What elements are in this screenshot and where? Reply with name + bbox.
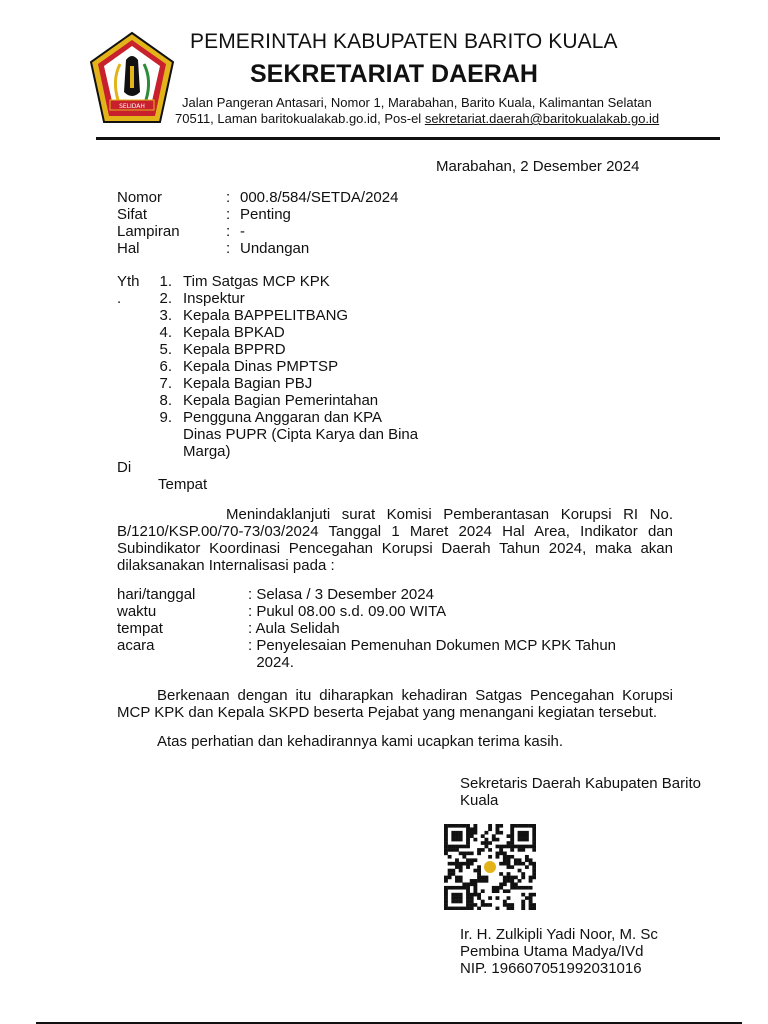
- meta-colon: :: [226, 223, 231, 240]
- email-link[interactable]: sekretariat.daerah@baritokualakab.go.id: [424, 111, 660, 126]
- intro-paragraph: Menindaklanjuti surat Komisi Pemberantasan Korupsi RI No. B/1210/KSP.00/70-73/03/2024 Tanggal 1 Maret 2024 Hal Area, Indikator dan Subindikator Koordinasi Pencegahan Korupsi Daerah Tahun 2024, maka akan dilaksanakan Internalisasi pada :: [117, 506, 673, 574]
- meta-colon: :: [226, 189, 231, 206]
- event-label: tempat: [117, 620, 163, 637]
- recipient-number: 4.: [159, 324, 172, 341]
- recipient-number: 7.: [159, 375, 172, 392]
- meta-label: Nomor: [117, 189, 163, 206]
- signatory-nip: NIP. 196607051992031016: [460, 960, 642, 977]
- letterhead-divider: [96, 137, 720, 140]
- recipient-item: Tim Satgas MCP KPK: [183, 273, 330, 290]
- event-value: : Penyelesaian Pemenuhan Dokumen MCP KPK Tahun: [248, 637, 617, 654]
- meta-value: 000.8/584/SETDA/2024: [240, 189, 399, 206]
- recipient-salutation: Yth: [117, 273, 140, 290]
- meta-value: Undangan: [240, 240, 310, 257]
- meta-label: Hal: [117, 240, 140, 257]
- recipient-number: 3.: [159, 307, 172, 324]
- address-line-1: Jalan Pangeran Antasari, Nomor 1, Marabahan, Barito Kuala, Kalimantan Selatan: [182, 95, 652, 110]
- recipient-number: 8.: [159, 392, 172, 409]
- recipient-item: Inspektur: [183, 290, 245, 307]
- signatory-title: Sekretaris Daerah Kabupaten Barito: [460, 775, 701, 792]
- recipient-item: Pengguna Anggaran dan KPA: [183, 409, 383, 426]
- recipient-item: Kepala Bagian PBJ: [183, 375, 313, 392]
- meta-label: Lampiran: [117, 223, 180, 240]
- attendance-paragraph: Berkenaan dengan itu diharapkan kehadiran Satgas Pencegahan Korupsi MCP KPK dan Kepala SKPD beserta Pejabat yang menangani kegiatan tersebut.: [117, 687, 673, 721]
- logo-ribbon-text: SELIDAH: [119, 103, 145, 110]
- signatory-title-continued: Kuala: [460, 792, 499, 809]
- office-name: SEKRETARIAT DAERAH: [250, 60, 538, 88]
- meta-colon: :: [226, 240, 231, 257]
- address-prefix: 70511, Laman baritokualakab.go.id, Pos-el: [175, 111, 425, 126]
- recipient-item: Kepala Dinas PMPTSP: [183, 358, 339, 375]
- government-name: PEMERINTAH KABUPATEN BARITO KUALA: [190, 30, 618, 53]
- recipient-item: Kepala Bagian Pemerintahan: [183, 392, 379, 409]
- meta-label: Sifat: [117, 206, 148, 223]
- salutation-dot: .: [117, 290, 122, 307]
- event-value-continued: 2024.: [248, 654, 294, 671]
- event-value: : Aula Selidah: [248, 620, 340, 637]
- recipient-number: 6.: [159, 358, 172, 375]
- recipient-number: 1.: [159, 273, 172, 290]
- recipient-item: Kepala BPKAD: [183, 324, 285, 341]
- recipient-number: 9.: [159, 409, 172, 426]
- recipient-item-continued: Dinas PUPR (Cipta Karya dan Bina: [183, 426, 419, 443]
- event-label: acara: [117, 637, 155, 654]
- qr-code-icon: [444, 824, 536, 910]
- recipient-item-continued: Marga): [183, 443, 231, 460]
- event-label: hari/tanggal: [117, 586, 196, 603]
- recipient-item: Kepala BPPRD: [183, 341, 286, 358]
- regency-emblem-icon: [88, 30, 176, 126]
- event-value: : Pukul 08.00 s.d. 09.00 WITA: [248, 603, 447, 620]
- meta-colon: :: [226, 206, 231, 223]
- meta-value: Penting: [240, 206, 291, 223]
- letter-date: Marabahan, 2 Desember 2024: [436, 158, 640, 175]
- meta-value: -: [240, 223, 245, 240]
- qr-center-emblem: [484, 861, 496, 873]
- event-label: waktu: [117, 603, 157, 620]
- recipient-number: 5.: [159, 341, 172, 358]
- address-line-2: [175, 111, 659, 126]
- event-value: : Selasa / 3 Desember 2024: [248, 586, 434, 603]
- recipient-number: 2.: [159, 290, 172, 307]
- recipient-di: Di: [117, 459, 132, 476]
- recipient-item: Kepala BAPPELITBANG: [183, 307, 349, 324]
- recipient-tempat: Tempat: [158, 476, 208, 493]
- signatory-rank: Pembina Utama Madya/IVd: [460, 943, 644, 960]
- closing-paragraph: Atas perhatian dan kehadirannya kami ucapkan terima kasih.: [157, 733, 564, 750]
- signatory-name: Ir. H. Zulkipli Yadi Noor, M. Sc: [460, 926, 658, 943]
